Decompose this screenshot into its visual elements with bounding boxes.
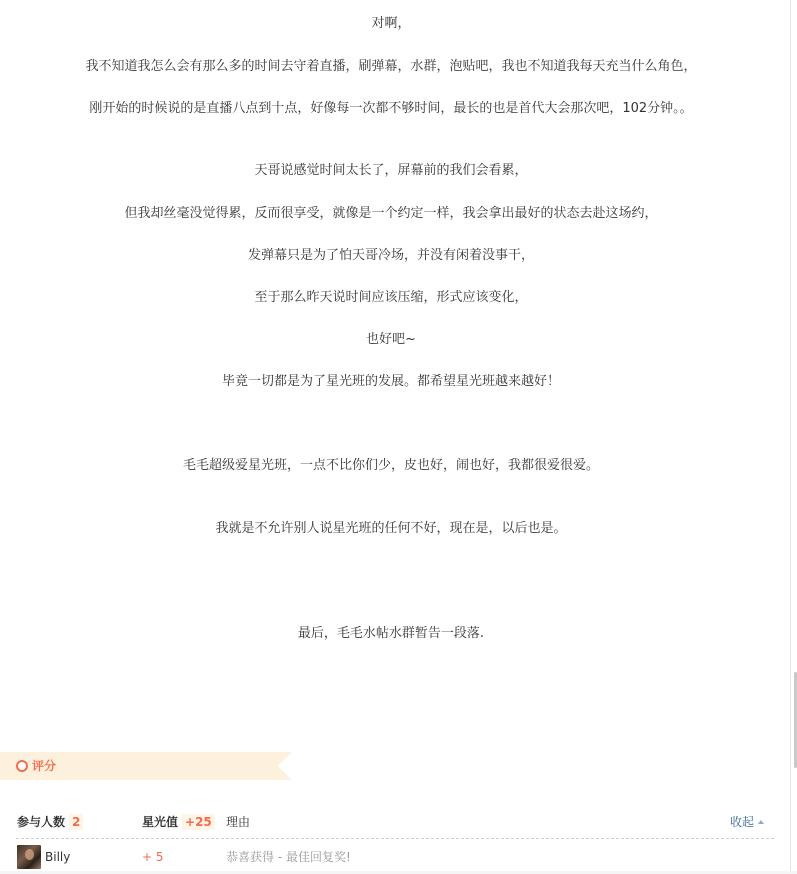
collapse-button[interactable] [730, 813, 764, 831]
post-line: 毛毛超级爱星光班，一点不比你们少，皮也好，闹也好，我都很爱很爱。 [182, 458, 599, 473]
participants-count: 2 [69, 814, 83, 830]
rating-user-link[interactable]: Billy [45, 850, 71, 864]
reason-header: 理由 [226, 815, 251, 829]
circle-outline-icon [16, 760, 28, 772]
starlight-header [142, 813, 215, 831]
participants-label: 参与人数 [17, 815, 66, 829]
post-line: 发弹幕只是为了怕天哥冷场，并没有闲着没事干， [247, 248, 534, 263]
post-line: 我就是不允许别人说星光班的任何不好，现在是，以后也是。 [215, 521, 567, 536]
post-line: 我不知道我怎么会有那么多的时间去守着直播，刷弹幕，水群，泡贴吧，我也不知道我每天充当什么角色， [85, 59, 697, 74]
post-line: 毕竟一切都是为了星光班的发展。都希望星光班越来越好！ [221, 374, 560, 389]
post-line: 也好吧~ [366, 332, 416, 347]
participants-header [17, 813, 83, 831]
collapse-label: 收起 [730, 815, 755, 829]
post-line: 但我却丝毫没觉得累，反而很享受，就像是一个约定一样，我会拿出最好的状态去赴这场约， [124, 206, 658, 221]
post-line: 天哥说感觉时间太长了，屏幕前的我们会看累， [254, 163, 528, 178]
starlight-label: 星光值 [142, 815, 179, 829]
rating-title: 评分 [32, 759, 57, 773]
post-line: 刚开始的时候说的是直播八点到十点，好像每一次都不够时间，最长的也是首代大会那次吧，102分钟。。 [89, 101, 693, 116]
content-border [790, 0, 791, 874]
post-line: 至于那么昨天说时间应该压缩，形式应该变化， [254, 290, 528, 305]
rating-score: + 5 [142, 850, 164, 864]
post-line: 对啊， [371, 16, 411, 31]
starlight-total: +25 [182, 814, 215, 830]
post-line: 最后，毛毛水帖水群暂告一段落. [297, 626, 485, 641]
rating-divider [16, 838, 774, 839]
avatar[interactable] [17, 845, 41, 869]
rating-reason: 恭喜获得 - 最佳回复奖! [226, 850, 351, 864]
caret-up-icon [758, 820, 764, 824]
